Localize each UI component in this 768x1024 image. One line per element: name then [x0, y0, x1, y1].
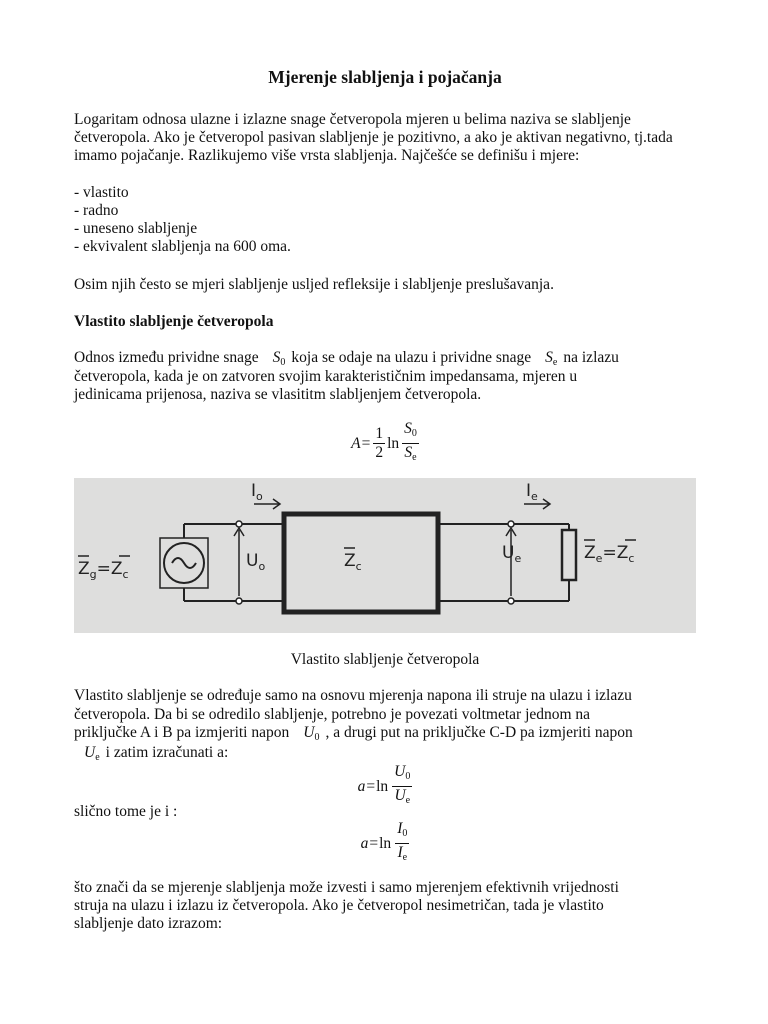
symbol-s0: $S_0$	[272, 349, 286, 368]
conclusion-line-3: slabljenje dato izrazom:	[74, 915, 223, 932]
fraction-power: $\frac{S_0}{S_e}$	[404, 420, 417, 463]
label-u0: $U_o$	[246, 551, 266, 573]
attenuation-types-list	[74, 184, 291, 256]
fraction-half: $\frac{1}{2}$	[375, 425, 384, 461]
load-resistor	[562, 530, 576, 580]
page-title: Mjerenje slabljenja i pojačanja	[268, 67, 502, 87]
circuit-figure	[74, 478, 696, 633]
conclusion-line-2: struja na ulazu i izlazu iz četveropola. Ako je četveropol nesimetričan, tada je vlastito	[74, 897, 604, 914]
symbol-ue: $U_e$	[84, 744, 100, 763]
measure-line-3: priključke A i B pa izmjeriti napon $U_0$ , a drugi put na priključke C-D pa izmjeriti napon	[74, 724, 696, 747]
label-i0: $I_o$	[251, 481, 263, 503]
label-zc-box: $Z_c$	[344, 551, 362, 573]
label-zg-zc: $Z_g=Z_c$	[78, 559, 129, 581]
similar-line: slično tome je i :	[74, 803, 178, 820]
label-ie: $I_e$	[526, 481, 538, 503]
circuit-diagram	[74, 478, 696, 633]
label-ze-zc: $Z_e=Z_c$	[584, 543, 635, 565]
section-heading: Vlastito slabljenje četveropola	[74, 313, 274, 330]
ac-wave-icon	[172, 558, 196, 568]
list-item: - uneseno slabljenje	[74, 220, 198, 237]
fraction-voltage: $\frac{U_0}{U_e}$	[394, 763, 411, 806]
list-item: - radno	[74, 202, 119, 219]
fraction-current: $\frac{I_0}{I_e}$	[397, 820, 408, 863]
formula-voltage: a = ln $\frac{U_0}{U_e}$	[74, 763, 696, 810]
measure-line-4: $U_e$ i zatim izračunati a:	[74, 744, 696, 767]
list-item: - vlastito	[74, 184, 129, 201]
symbol-u0: $U_0$	[303, 724, 320, 743]
definition-line-2: četveropola, kada je on zatvoren svojim karakterističnim impedansama, mjeren u	[74, 368, 578, 385]
figure-caption: Vlastito slabljenje četveropola	[290, 651, 480, 668]
definition-line-1: Odnos između prividne snage $S_0$ koja se odaje na ulazu i prividne snage $S_e$ na izlazu	[74, 349, 696, 372]
symbol-se: $S_e$	[545, 349, 558, 368]
list-item: - ekvivalent slabljenja na 600 oma.	[74, 238, 291, 255]
conclusion-line-1: što znači da se mjerenje slabljenja može izvesti i samo mjerenjem efektivnih vrijednosti	[74, 879, 619, 896]
measure-line-2: četveropola. Da bi se odredilo slabljenje, potrebno je povezati voltmetar jednom na	[74, 706, 591, 723]
formula-current: a = ln $\frac{I_0}{I_e}$	[74, 820, 696, 867]
definition-line-3: jedinicama prijenosa, naziva se vlasititm slabljenjem četveropola.	[74, 386, 482, 403]
formula-own-attenuation: A = $\frac{1}{2}$ ln $\frac{S_0}{S_e}$	[74, 420, 696, 467]
label-ue: $U_e$	[502, 543, 522, 565]
other-paragraph: Osim njih često se mjeri slabljenje usljed refleksije i slabljenje preslušavanja.	[74, 276, 554, 293]
intro-paragraph: Logaritam odnosa ulazne i izlazne snage četveropola mjeren u belima naziva se slabljenje četveropola. Ako je četveropol pasivan slabljenje je pozitivno, a ako je aktivan negativno, tj.tada imamo pojačanje. Razlikujemo više vrsta slabljenja. Najčešće se definišu i mjere:	[74, 111, 673, 164]
measure-line-1: Vlastito slabljenje se određuje samo na osnovu mjerenja napona ili struje na ulazu i izlazu	[74, 687, 632, 704]
